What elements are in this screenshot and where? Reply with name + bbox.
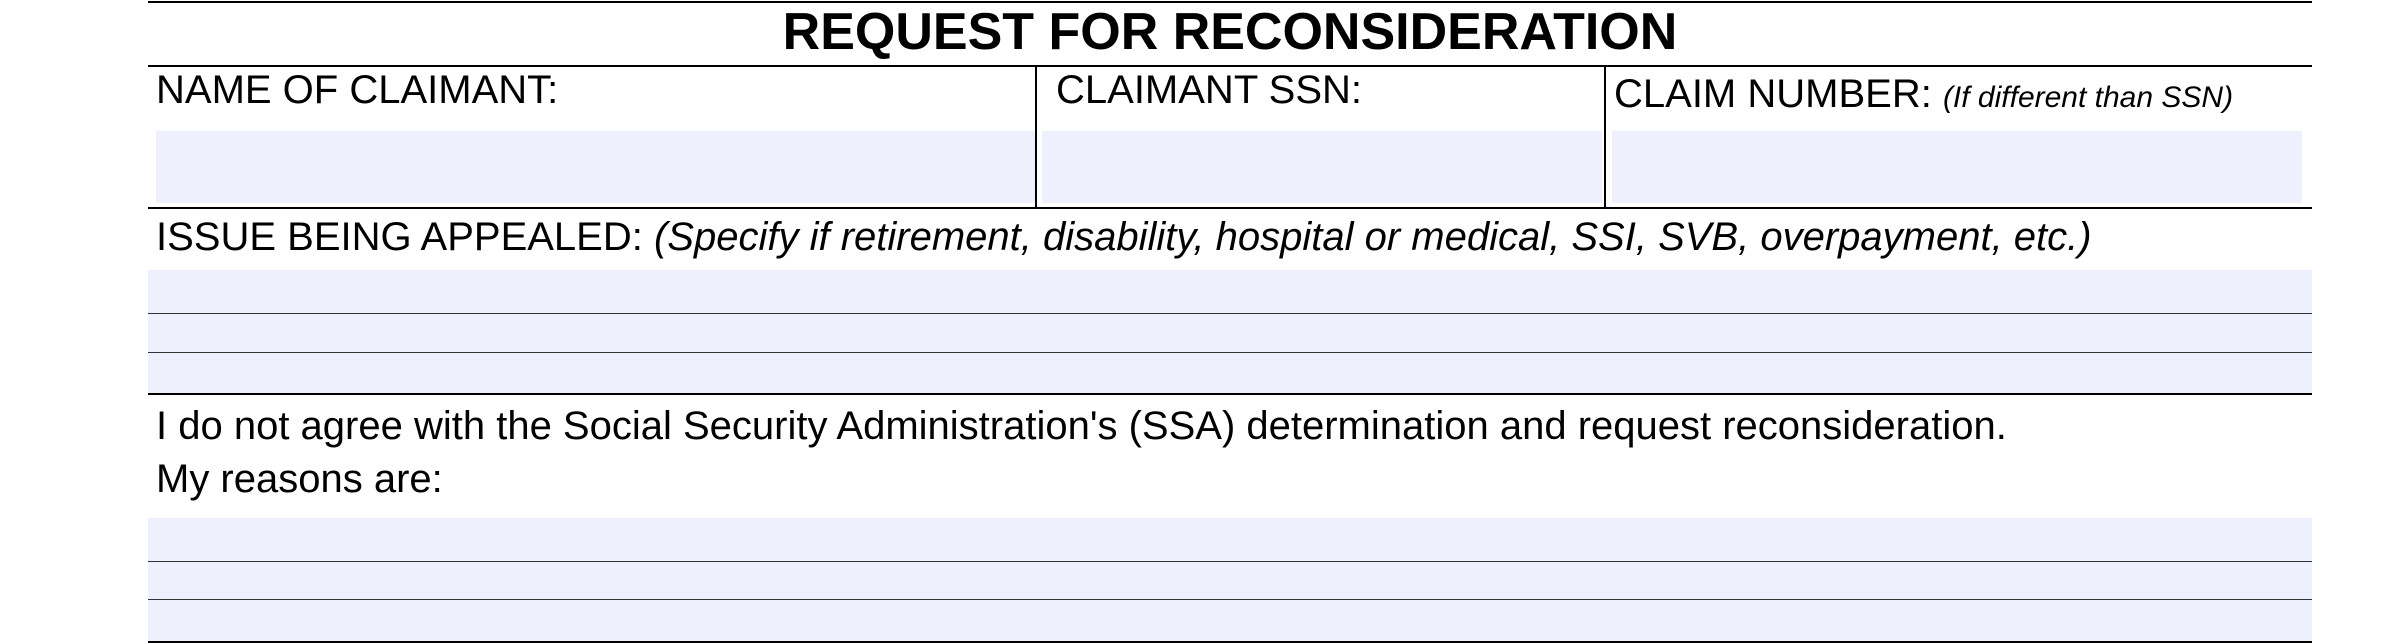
claimant-name-field[interactable] [156, 131, 1036, 203]
disagreement-statement: I do not agree with the Social Security Administration's (SSA) determination and request reconsideration. [156, 404, 2007, 448]
bottom-rule [148, 641, 2312, 643]
issue-appealed-line-3[interactable] [148, 353, 2312, 393]
issue-section-rule [148, 393, 2312, 395]
header-row-rule [148, 207, 2312, 209]
form-title: REQUEST FOR RECONSIDERATION [782, 3, 1678, 61]
divider-name-ssn [1035, 65, 1037, 208]
issue-appealed-line-2[interactable] [148, 314, 2312, 352]
claim-number-label [1614, 70, 2233, 122]
claim-number-note: (If different than SSN) [1942, 81, 2234, 114]
claimant-ssn-label: CLAIMANT SSN: [1056, 68, 1362, 112]
claim-number-label-text: CLAIM NUMBER: [1614, 72, 1932, 116]
reconsideration-form [148, 0, 2312, 644]
reasons-line-1[interactable] [148, 518, 2312, 560]
reasons-line-2[interactable] [148, 562, 2312, 599]
issue-appealed-note: (Specify if retirement, disability, hospital or medical, SSI, SVB, overpayment, etc.) [653, 215, 2092, 259]
issue-appealed-label-row [156, 213, 2092, 261]
claimant-ssn-field[interactable] [1042, 131, 1602, 203]
reasons-label: My reasons are: [156, 457, 443, 501]
issue-appealed-label: ISSUE BEING APPEALED: [156, 215, 643, 259]
claimant-name-label: NAME OF CLAIMANT: [156, 68, 559, 112]
divider-ssn-claim [1604, 65, 1606, 208]
claim-number-field[interactable] [1612, 131, 2302, 203]
issue-appealed-line-1[interactable] [148, 270, 2312, 312]
reasons-line-3[interactable] [148, 600, 2312, 640]
